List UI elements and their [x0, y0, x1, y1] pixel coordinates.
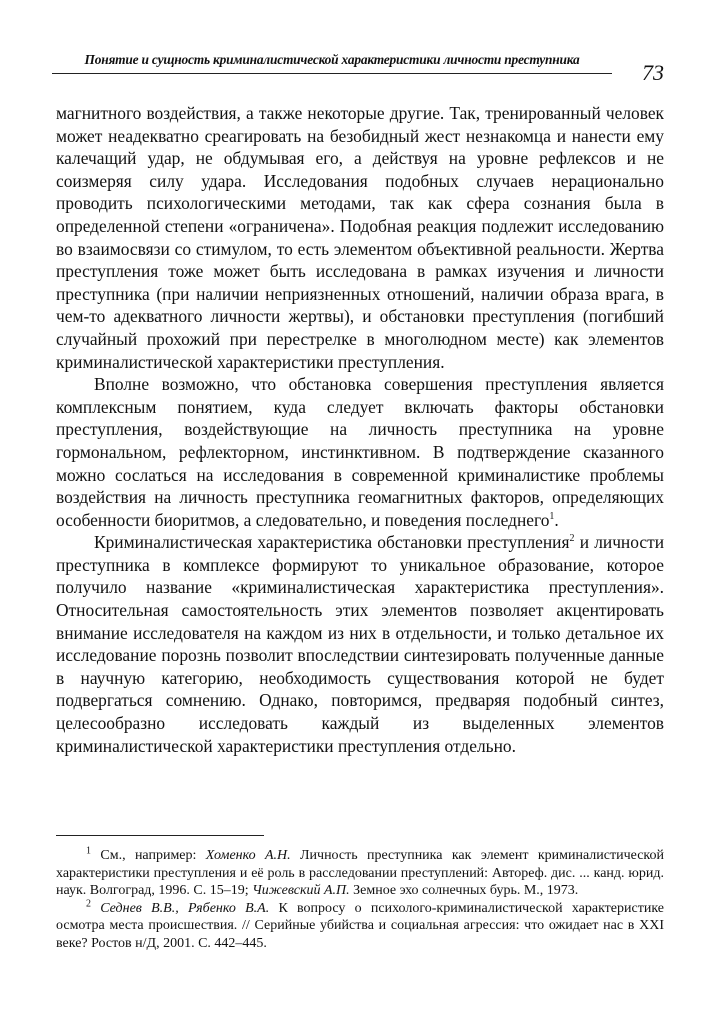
- paragraph-3-start: Криминалистическая характеристика обстановки преступления: [94, 532, 570, 553]
- footnote-ref-1[interactable]: 1: [549, 510, 555, 522]
- footnote-1-lead: См., например:: [100, 848, 206, 863]
- footnote-1: [56, 847, 664, 900]
- page-header: [52, 44, 676, 84]
- footnote-1-mark: 1: [86, 845, 91, 857]
- footnote-1-author-2: Чижевский А.П.: [252, 883, 350, 899]
- body-text: [56, 102, 664, 757]
- paragraph-3: [56, 531, 664, 757]
- footnote-2-authors: Седнев В.В., Рябенко В.А.: [100, 900, 270, 916]
- page-number: 73: [642, 60, 664, 85]
- footnote-2: [56, 900, 664, 953]
- paragraph-3-text: и личности преступника в комплексе формируют то уникальное образование, которое получило название «криминалистическая характеристика преступления». Относительная самостоятельность этих элементов позволяет акцентировать внимание исследователя на каждом из них в отдельности, и только детальное их исследование порознь позволит впоследствии синтезировать полученные данные в научную категорию, необходимость существования которой не будет подвергаться сомнению. Однако, повторимся, предваряя подобный синтез, целесообразно исследовать каждый из выделенных элементов криминалистической характеристики преступления отдельно.: [56, 532, 664, 756]
- footnote-1-author-1: Хоменко А.Н.: [205, 848, 291, 863]
- footnote-2-text: К вопросу о психолого-криминалистической характеристике осмотра места происшествия. // Серийные убийства и социальная агрессия: что ожидает нас в XXI веке? Ростов н/Д, 2001. С. 442–445.: [56, 900, 664, 951]
- header-rule: [52, 73, 612, 74]
- footnote-separator: [56, 835, 264, 836]
- footnote-1-text-2: Земное эхо солнечных бурь. М., 1973.: [349, 883, 579, 899]
- paragraph-2-text: Вполне возможно, что обстановка совершения преступления является комплексным понятием, куда следует включать факторы обстановки преступления, воздействующие на личность преступника на уровне гормональном, рефлекторном, инстинктивном. В подтверждение сказанного можно сослаться на исследования в современной криминалистике проблемы воздействия на личность преступника геомагнитных факторов, определяющих особенности биоритмов, а следовательно, и поведения последнего: [56, 374, 664, 530]
- paragraph-1: магнитного воздействия, а также некоторые другие. Так, тренированный человек может неадекватно среагировать на безобидный жест незнакомца и нанести ему калечащий удар, не обдумывая его, а действуя на уровне рефлексов и не соизмеряя силу удара. Исследования подобных случаев нерационально проводить психологическими методами, так как сфера сознания была в определенной степени «ограничена». Подобная реакция подлежит исследованию во взаимосвязи со стимулом, то есть элементом объективной реальности. Жертва преступления тоже может быть исследована в рамках изучения и личности преступника (при наличии неприязненных отношений, наличии образа врага, в чем-то адекватного личности жертвы), и обстановки преступления (погибший случайный прохожий при перестрелке в многолюдном месте) как элементов криминалистической характеристики преступления.: [56, 103, 664, 372]
- running-title: Понятие и сущность криминалистической характеристики личности преступника: [84, 52, 580, 67]
- footnote-2-mark: 2: [86, 898, 91, 910]
- paragraph-2: [56, 373, 664, 531]
- footnotes: [56, 847, 664, 953]
- paragraph-2-end: .: [554, 509, 559, 530]
- footnote-1-text-1: Личность преступника как элемент криминалистической характеристики преступления и её роль в расследовании преступлений: Автореф. дис. ... канд. юрид. наук. Волгоград, 1996. С. 15–19;: [56, 848, 665, 899]
- footnote-ref-2[interactable]: 2: [569, 533, 575, 545]
